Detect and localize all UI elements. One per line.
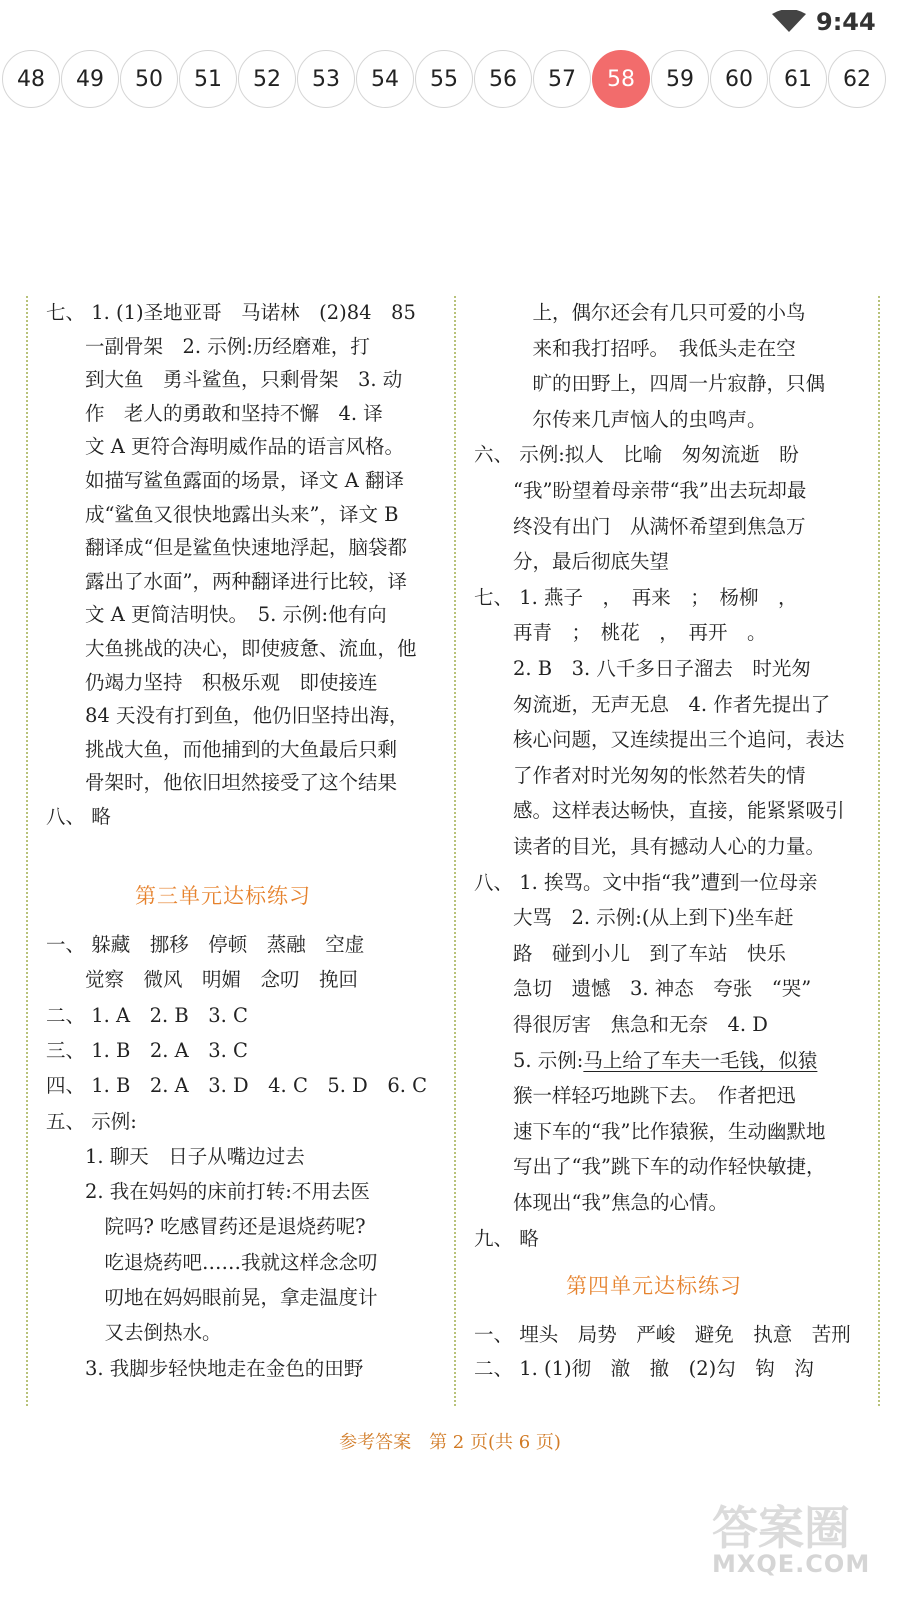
answer-line: 2. 我在妈妈的床前打转:不用去医 bbox=[46, 1180, 370, 1204]
answer-line: 来和我打招呼。 我低头走在空 bbox=[474, 336, 796, 360]
page-button-61[interactable]: 61 bbox=[769, 50, 827, 108]
answer-page bbox=[0, 296, 900, 1406]
page-button-57[interactable]: 57 bbox=[533, 50, 591, 108]
answer-line: 分，最后彻底失望 bbox=[474, 550, 670, 574]
answer-line: 速下车的“我”比作猿猴，生动幽默地 bbox=[474, 1119, 826, 1143]
answer-line: 了作者对时光匆匆的怅然若失的情 bbox=[474, 763, 806, 787]
answer-line: 八、 1. 挨骂。文中指“我”遭到一位母亲 bbox=[474, 870, 818, 894]
page-button-56[interactable]: 56 bbox=[474, 50, 532, 108]
answer-line: 挑战大鱼，而他捕到的大鱼最后只剩 bbox=[46, 737, 398, 761]
answer-line: 三、 1. B 2. A 3. C bbox=[46, 1038, 248, 1062]
page-button-58[interactable]: 58 bbox=[592, 50, 650, 108]
answer-line: 匆流逝，无声无息 4. 作者先提出了 bbox=[474, 692, 831, 716]
answer-line: 骨架时，他依旧坦然接受了这个结果 bbox=[46, 771, 398, 795]
page-button-53[interactable]: 53 bbox=[297, 50, 355, 108]
answer-line: 上，偶尔还会有几只可爱的小鸟 bbox=[474, 301, 806, 324]
answer-line: 二、 1. (1)彻 澈 撤 (2)勾 钩 沟 bbox=[474, 1357, 814, 1380]
answer-line: 院吗? 吃感冒药还是退烧药呢? bbox=[46, 1215, 366, 1239]
section-title-unit3: 第三单元达标练习 bbox=[135, 884, 311, 908]
answer-line: 五、 示例: bbox=[46, 1109, 137, 1133]
answer-line: 急切 遗憾 3. 神态 夸张 “哭” bbox=[474, 977, 812, 1001]
answer-line: 作 老人的勇敢和坚持不懈 4. 译 bbox=[46, 401, 383, 425]
answer-line-tail: 作者把迅 bbox=[698, 1084, 796, 1108]
answer-line: 八、 略 bbox=[46, 805, 111, 828]
answer-line: 猴一样轻巧地跳下去。 作者把迅 bbox=[474, 1084, 796, 1108]
page-button-50[interactable]: 50 bbox=[120, 50, 178, 108]
page-button-62[interactable]: 62 bbox=[828, 50, 886, 108]
column-divider-middle bbox=[454, 296, 456, 1406]
answer-line: 一、 躲藏 挪移 停顿 蒸融 空虚 bbox=[46, 933, 365, 956]
answer-line: 再青 ； 桃花 ， 再开 。 bbox=[474, 621, 767, 645]
column-divider-left bbox=[26, 296, 28, 1406]
page-button-59[interactable]: 59 bbox=[651, 50, 709, 108]
answer-line: 旷的田野上，四周一片寂静，只偶 bbox=[474, 372, 826, 396]
answer-line: 体现出“我”焦急的心情。 bbox=[474, 1191, 728, 1214]
answer-line: 5. 示例:马上给了车夫一毛钱，似猿 bbox=[474, 1048, 818, 1072]
answer-line: 文 A 更符合海明威作品的语言风格。 bbox=[46, 435, 404, 459]
answer-line: 3. 我脚步轻快地走在金色的田野 bbox=[46, 1356, 364, 1380]
answer-line: 如描写鲨鱼露面的场景，译文 A 翻译 bbox=[46, 469, 404, 492]
answer-line: 六、 示例:拟人 比喻 匆匆流逝 盼 bbox=[474, 443, 799, 467]
watermark-logo: 答案圈 bbox=[712, 1501, 850, 1555]
answer-line: 核心问题，又连续提出三个追问，表达 bbox=[474, 728, 845, 752]
column-divider-right bbox=[878, 296, 880, 1406]
page-button-51[interactable]: 51 bbox=[179, 50, 237, 108]
underlined-sentence: 马上给了车夫一毛钱，似猿 bbox=[583, 1048, 818, 1072]
answer-line: 读者的目光，具有撼动人心的力量。 bbox=[474, 835, 826, 858]
answer-line: 写出了“我”跳下车的动作轻快敏捷， bbox=[474, 1155, 826, 1179]
answer-line: 路 碰到小儿 到了车站 快乐 bbox=[474, 941, 787, 965]
answer-line: 仍竭力坚持 积极乐观 即使接连 bbox=[46, 670, 378, 694]
answer-line: 得很厉害 焦急和无奈 4. D bbox=[474, 1013, 768, 1036]
answer-line: 九、 略 bbox=[474, 1226, 539, 1250]
clock: 9:44 bbox=[816, 8, 876, 36]
answer-line: 四、 1. B 2. A 3. D 4. C 5. D 6. C bbox=[46, 1074, 428, 1098]
answer-line: 二、 1. A 2. B 3. C bbox=[46, 1003, 248, 1027]
answer-line: 大骂 2. 示例:(从上到下)坐车赶 bbox=[474, 906, 794, 930]
page-navigation bbox=[0, 50, 900, 110]
answer-line: 一副骨架 2. 示例:历经磨难，打 bbox=[46, 334, 370, 358]
answer-line: 终没有出门 从满怀希望到焦急万 bbox=[474, 514, 806, 538]
answer-line: 翻译成“但是鲨鱼快速地浮起，脑袋都 bbox=[46, 536, 407, 560]
watermark-site: MXQE.COM bbox=[712, 1550, 871, 1578]
answer-line: “我”盼望着母亲带“我”出去玩却最 bbox=[474, 479, 807, 502]
answer-line: 觉察 微风 明媚 念叨 挽回 bbox=[46, 968, 359, 992]
watermark bbox=[712, 1492, 882, 1592]
answer-line: 大鱼挑战的决心，即使疲惫、流血，他 bbox=[46, 637, 417, 660]
answer-line: 尔传来几声恼人的虫鸣声。 bbox=[474, 407, 767, 431]
answer-line: 七、 1. (1)圣地亚哥 马诺林 (2)84 85 bbox=[46, 301, 416, 324]
answer-line: 露出了水面”，两种翻译进行比较，译 bbox=[46, 569, 407, 593]
answer-line: 到大鱼 勇斗鲨鱼，只剩骨架 3. 动 bbox=[46, 368, 403, 392]
answer-line: 吃退烧药吧……我就这样念念叨 bbox=[46, 1250, 378, 1274]
page-button-48[interactable]: 48 bbox=[2, 50, 60, 108]
page-button-54[interactable]: 54 bbox=[356, 50, 414, 108]
answer-line: 文 A 更简洁明快。 5. 示例:他有向 bbox=[46, 603, 387, 627]
answer-line: 感。这样表达畅快，直接，能紧紧吸引 bbox=[474, 799, 845, 823]
page-button-60[interactable]: 60 bbox=[710, 50, 768, 108]
page-button-55[interactable]: 55 bbox=[415, 50, 473, 108]
answer-line: 2. B 3. 八千多日子溜去 时光匆 bbox=[474, 657, 811, 680]
answer-line: 叨地在妈妈眼前晃，拿走温度计 bbox=[46, 1286, 378, 1309]
page-button-52[interactable]: 52 bbox=[238, 50, 296, 108]
page-footer: 参考答案 第 2 页(共 6 页) bbox=[339, 1432, 561, 1453]
section-title-unit4: 第四单元达标练习 bbox=[566, 1274, 742, 1298]
answer-line: 又去倒热水。 bbox=[46, 1321, 222, 1345]
answer-line: 1. 聊天 日子从嘴边过去 bbox=[46, 1144, 305, 1168]
answer-line: 84 天没有打到鱼，他仍旧坚持出海， bbox=[46, 704, 409, 728]
page-button-49[interactable]: 49 bbox=[61, 50, 119, 108]
status-bar bbox=[0, 0, 900, 44]
answer-line: 一、 埋头 局势 严峻 避免 执意 苦刑 bbox=[474, 1323, 851, 1346]
answer-line: 成“鲨鱼又很快地露出头来”，译文 B bbox=[46, 502, 399, 526]
answer-line: 七、 1. 燕子 ， 再来 ； 杨柳 ， bbox=[474, 585, 798, 609]
wifi-icon bbox=[772, 10, 806, 32]
